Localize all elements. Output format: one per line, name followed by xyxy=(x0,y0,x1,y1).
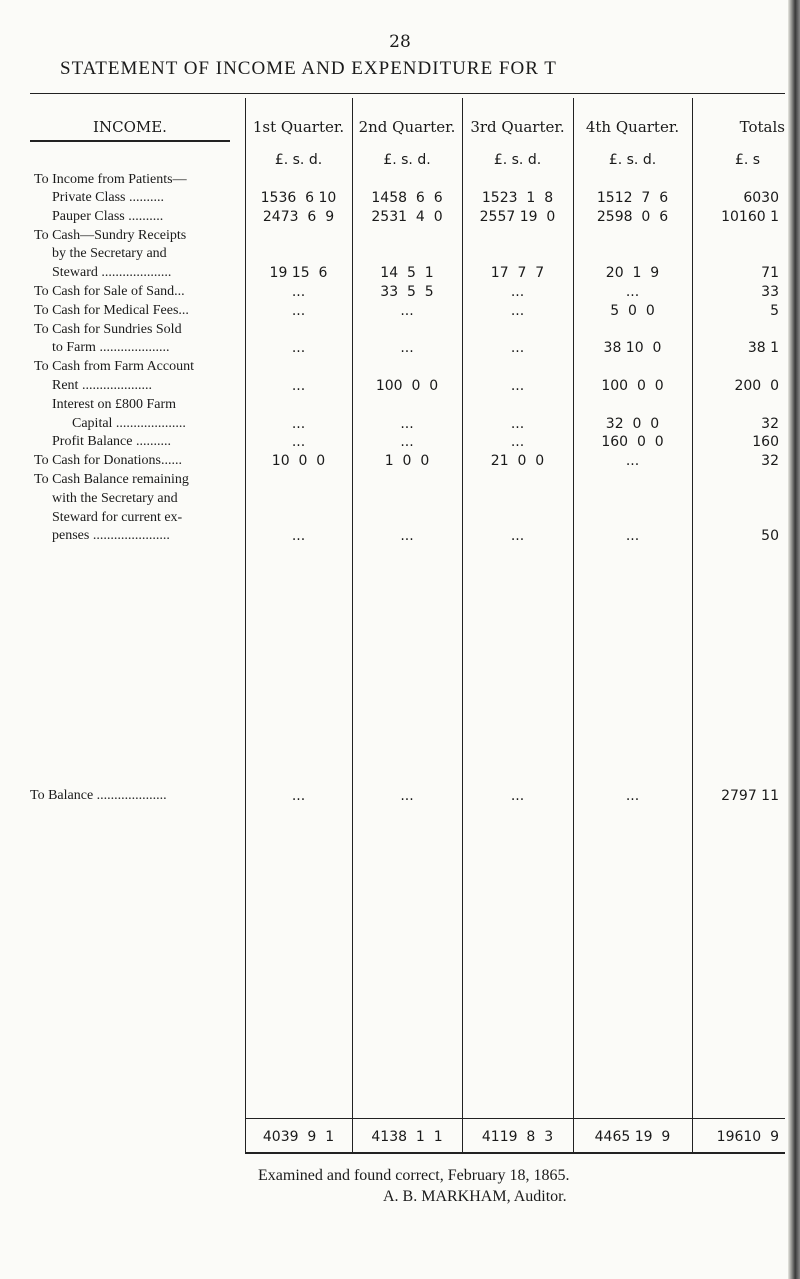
label-sundry-1: To Cash—Sundry Receipts xyxy=(34,228,187,243)
label-patients-head: To Income from Patients— xyxy=(34,172,187,187)
cell-remaining-q2: ... xyxy=(400,528,414,544)
col-divider-3 xyxy=(462,98,463,1153)
cell-pauper-q2: 2531 4 0 xyxy=(371,209,443,225)
cell-sand-q2: 33 5 5 xyxy=(380,284,434,300)
col-head-q3: 3rd Quarter. xyxy=(470,118,565,136)
cell-medical-total: 5 xyxy=(770,303,779,319)
cell-totals-q2: 4138 1 1 xyxy=(371,1129,443,1145)
cell-farm-rent-q1: ... xyxy=(291,378,306,394)
examined-note: Examined and found correct, February 18, 1865. xyxy=(258,1167,570,1184)
col-divider-1 xyxy=(245,98,246,1153)
label-interest-1: Interest on £800 Farm xyxy=(52,397,177,412)
cell-interest-q2: ... xyxy=(400,416,414,432)
label-farm-rent-2: Rent .................... xyxy=(52,378,152,393)
cell-medical-q3: ... xyxy=(510,303,525,319)
totals-rule xyxy=(245,1118,785,1119)
cell-sundries-q4: 38 10 0 xyxy=(603,340,662,356)
label-profit: Profit Balance .......... xyxy=(52,434,171,449)
cell-sundries-q1: ... xyxy=(291,340,306,356)
col-head-income: INCOME. xyxy=(93,118,167,136)
label-sundry-3: Steward .................... xyxy=(52,265,172,280)
cell-sand-q4: ... xyxy=(625,284,640,300)
col-head-totals: Totals xyxy=(739,118,785,136)
label-remaining-4: penses ...................... xyxy=(52,528,170,543)
label-sand: To Cash for Sale of Sand... xyxy=(34,284,185,299)
cell-interest-q3: ... xyxy=(510,416,525,432)
unit-q3: £. s. d. xyxy=(493,152,542,168)
label-sundries-1: To Cash for Sundries Sold xyxy=(34,322,182,337)
cell-farm-rent-q4: 100 0 0 xyxy=(601,378,664,394)
cell-sundry-q3: 17 7 7 xyxy=(490,265,545,281)
cell-interest-q1: ... xyxy=(291,416,306,432)
cell-balance-q1: ... xyxy=(291,788,306,804)
cell-pauper-q3: 2557 19 0 xyxy=(479,209,556,225)
bottom-rule xyxy=(245,1152,785,1154)
cell-interest-q4: 32 0 0 xyxy=(605,416,660,432)
label-sundries-2: to Farm .................... xyxy=(52,340,170,355)
unit-q2: £. s. d. xyxy=(383,152,431,168)
cell-profit-q1: ... xyxy=(291,434,306,450)
cell-donations-q4: ... xyxy=(625,453,640,469)
cell-donations-q1: 10 0 0 xyxy=(271,453,326,469)
cell-sundries-total: 38 1 xyxy=(747,340,779,356)
label-balance: To Balance .................... xyxy=(30,788,167,803)
cell-pauper-total: 10160 1 xyxy=(721,209,779,225)
cell-totals-q4: 4465 19 9 xyxy=(594,1129,671,1145)
cell-medical-q1: ... xyxy=(291,303,306,319)
col-head-q4: 4th Quarter. xyxy=(585,118,680,136)
cell-remaining-total: 50 xyxy=(761,528,779,544)
label-sundry-2: by the Secretary and xyxy=(52,246,167,261)
label-interest-2: Capital .................... xyxy=(72,416,186,431)
cell-profit-q3: ... xyxy=(510,434,525,450)
label-pauper: Pauper Class .......... xyxy=(52,209,164,224)
cell-donations-total: 32 xyxy=(761,453,779,469)
cell-farm-rent-total: 200 0 xyxy=(734,378,779,394)
cell-profit-total: 160 xyxy=(752,434,779,450)
cell-profit-q4: 160 0 0 xyxy=(601,434,664,450)
page-title: STATEMENT OF INCOME AND EXPENDITURE FOR T xyxy=(60,58,557,79)
cell-medical-q2: ... xyxy=(400,303,414,319)
cell-sundry-q1: 19 15 6 xyxy=(269,265,328,281)
label-remaining-3: Steward for current ex- xyxy=(52,510,183,525)
label-remaining-1: To Cash Balance remaining xyxy=(34,472,189,487)
unit-q4: £. s. d. xyxy=(608,152,657,168)
cell-sand-q1: ... xyxy=(291,284,306,300)
cell-farm-rent-q2: 100 0 0 xyxy=(375,378,439,394)
cell-private-q1: 1536 6 10 xyxy=(260,190,337,206)
cell-remaining-q3: ... xyxy=(510,528,525,544)
cell-totals-q1: 4039 9 1 xyxy=(262,1129,335,1145)
cell-totals-total: 19610 9 xyxy=(716,1129,779,1145)
cell-balance-q4: ... xyxy=(625,788,640,804)
header-rule-income xyxy=(30,140,230,142)
cell-balance-q2: ... xyxy=(400,788,414,804)
label-remaining-2: with the Secretary and xyxy=(52,491,178,506)
cell-profit-q2: ... xyxy=(400,434,414,450)
cell-sand-total: 33 xyxy=(761,284,779,300)
label-private: Private Class .......... xyxy=(52,190,164,205)
col-divider-2 xyxy=(352,98,353,1153)
col-divider-5 xyxy=(692,98,693,1153)
cell-remaining-q1: ... xyxy=(291,528,306,544)
auditor-signature: A. B. MARKHAM, Auditor. xyxy=(383,1188,567,1205)
cell-sundry-total: 71 xyxy=(761,265,779,281)
label-farm-rent-1: To Cash from Farm Account xyxy=(34,359,194,374)
top-rule xyxy=(30,93,785,94)
cell-sundries-q3: ... xyxy=(510,340,525,356)
cell-pauper-q4: 2598 0 6 xyxy=(596,209,669,225)
cell-balance-total: 2797 11 xyxy=(721,788,779,804)
cell-sand-q3: ... xyxy=(510,284,525,300)
cell-private-q2: 1458 6 6 xyxy=(371,190,443,206)
cell-totals-q3: 4119 8 3 xyxy=(481,1129,554,1145)
cell-interest-total: 32 xyxy=(761,416,779,432)
cell-medical-q4: 5 0 0 xyxy=(610,303,655,319)
col-head-q1: 1st Quarter. xyxy=(252,118,345,136)
cell-private-q4: 1512 7 6 xyxy=(596,190,669,206)
label-medical: To Cash for Medical Fees... xyxy=(34,303,189,318)
cell-private-q3: 1523 1 8 xyxy=(481,190,554,206)
cell-sundry-q2: 14 5 1 xyxy=(380,265,434,281)
cell-sundry-q4: 20 1 9 xyxy=(605,265,660,281)
cell-balance-q3: ... xyxy=(510,788,525,804)
cell-remaining-q4: ... xyxy=(625,528,640,544)
page-edge-shadow xyxy=(788,0,800,1279)
cell-private-total: 6030 xyxy=(743,190,779,206)
label-donations: To Cash for Donations...... xyxy=(34,453,182,468)
cell-donations-q3: 21 0 0 xyxy=(490,453,545,469)
cell-sundries-q2: ... xyxy=(400,340,414,356)
cell-pauper-q1: 2473 6 9 xyxy=(262,209,335,225)
cell-farm-rent-q3: ... xyxy=(510,378,525,394)
unit-q1: £. s. d. xyxy=(274,152,323,168)
col-head-q2: 2nd Quarter. xyxy=(358,118,456,136)
cell-donations-q2: 1 0 0 xyxy=(384,453,430,469)
unit-total: £. s xyxy=(735,152,761,168)
page-number: 28 xyxy=(389,32,411,52)
col-divider-4 xyxy=(573,98,574,1153)
